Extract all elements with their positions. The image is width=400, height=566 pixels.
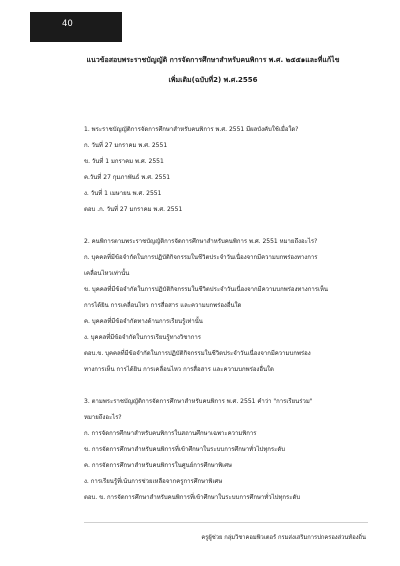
question-3-choice-c: ค. การจัดการศึกษาสำหรับคนพิการในศูนย์การศึกษาพิเศษ: [84, 462, 232, 469]
footer-text: ครูผู้ช่วย กลุ่มวิชาคอมพิวเตอร์ กรมส่งเสริมการปกครองส่วนท้องถิ่น: [201, 535, 366, 541]
question-3-choice-a: ก. การจัดการศึกษาสำหรับคนพิการในสถานศึกษาเฉพาะความพิการ: [84, 430, 257, 437]
page-number-tab: [30, 12, 122, 42]
question-1-choice-b: ข. วันที่ 1 มกราคม พ.ศ. 2551: [84, 158, 164, 165]
question-3-answer: ตอบ. ข. การจัดการศึกษาสำหรับคนพิการที่เข้าศึกษาในระบบการศึกษาทั่วไปทุกระดับ: [84, 494, 301, 501]
question-1-answer: ตอบ .ก. วันที่ 27 มกราคม พ.ศ. 2551: [84, 206, 183, 213]
question-2-choice-d: ง. บุคคลที่มีข้อจำกัดในการเรียนรู้ทางวิชาการ: [84, 334, 201, 341]
title-line-1: แนวข้อสอบพระราชบัญญัติ การจัดการศึกษาสำหรับคนพิการ พ.ศ. ๒๕๕๑และที่แก้ไข: [86, 56, 340, 64]
question-2-answer: ตอบ.ข. บุคคลที่มีข้อจำกัดในการปฏิบัติกิจกรรมในชีวิตประจำวันเนื่องจากมีความบกพร่อง: [84, 350, 311, 357]
question-3-choice-b: ข. การจัดการศึกษาสำหรับคนพิการที่เข้าศึกษาในระบบการศึกษาทั่วไปทุกระดับ: [84, 446, 286, 453]
question-1-choice-a: ก. วันที่ 27 มกราคม พ.ศ. 2551: [84, 142, 168, 149]
document-title: [58, 50, 368, 90]
page-number: 40: [62, 19, 73, 29]
question-2-choice-c: ค. บุคคลที่มีข้อจำกัดทางด้านการเรียนรู้เท่านั้น: [84, 318, 203, 325]
question-2-choice-a-cont: เคลื่อนไหวเท่านั้น: [84, 270, 130, 277]
question-2-answer-cont: ทางการเห็น การได้ยิน การเคลื่อนไหว การสื่อสาร และความบกพร่องอื่นใด: [84, 366, 274, 373]
question-2-choice-b: ข. บุคคลที่มีข้อจำกัดในการปฏิบัติกิจกรรมในชีวิตประจำวันเนื่องจากมีความบกพร่องทางการเห็น: [84, 286, 329, 293]
question-1-choice-c: ค.วันที่ 27 กุมภาพันธ์ พ.ศ. 2551: [84, 174, 171, 181]
question-1-choice-d: ง. วันที่ 1 เมษายน พ.ศ. 2551: [84, 190, 162, 197]
footer-divider: [84, 522, 368, 523]
question-2-choice-b-cont: การได้ยิน การเคลื่อนไหว การสื่อสาร และความบกพร่องอื่นใด: [84, 302, 242, 309]
question-3-prompt-cont: หมายถึงอะไร?: [84, 414, 122, 421]
question-3-prompt: 3. ตามพระราชบัญญัติการจัดการศึกษาสำหรับคนพิการ พ.ศ. 2551 คำว่า "การเรียนร่วม": [84, 398, 313, 405]
question-3-choice-d: ง. การเรียนรู้ที่เน้นการช่วยเหลือจากครูการศึกษาพิเศษ: [84, 478, 223, 485]
title-line-2: เพิ่มเติม(ฉบับที่2) พ.ศ.2556: [168, 76, 258, 84]
question-2-prompt: 2. คนพิการตามพระราชบัญญัติการจัดการศึกษาสำหรับคนพิการ พ.ศ. 2551 หมายถึงอะไร?: [84, 238, 318, 245]
question-1-prompt: 1. พระราชบัญญัติการจัดการศึกษาสำหรับคนพิการ พ.ศ. 2551 มีผลบังคับใช้เมื่อใด?: [84, 126, 299, 133]
question-2-choice-a: ก. บุคคลที่มีข้อจำกัดในการปฏิบัติกิจกรรมในชีวิตประจำวันเนื่องจากมีความบกพร่องทางการ: [84, 254, 318, 261]
